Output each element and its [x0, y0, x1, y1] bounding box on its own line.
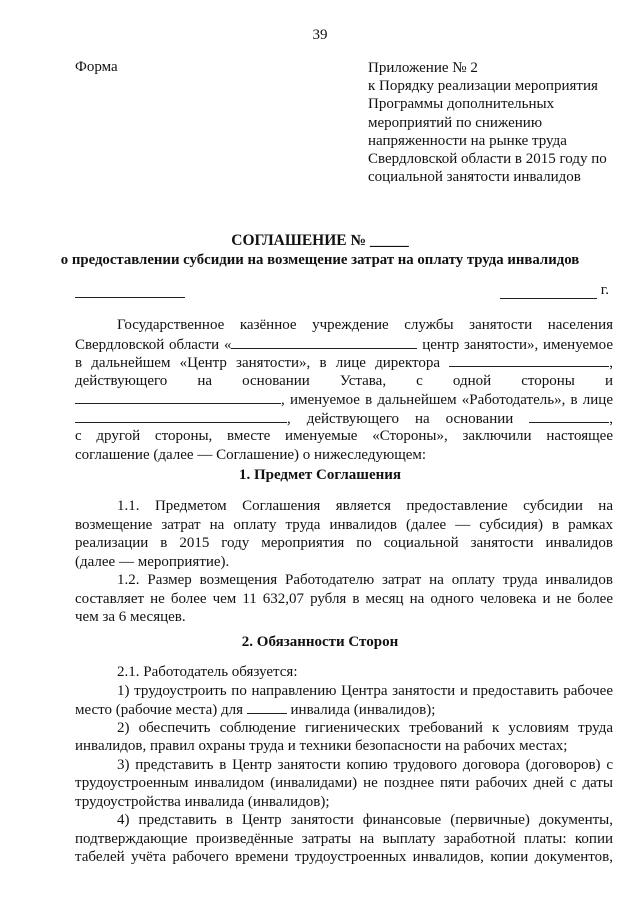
document-title: СОГЛАШЕНИЕ № _____ — [231, 232, 409, 249]
appendix-line: Программы дополнительных — [368, 96, 555, 113]
place-blank-line — [75, 297, 185, 298]
document-subtitle: о предоставлении субсидии на возмещение затрат на оплату труда инвалидов — [60, 252, 580, 268]
paragraph-line: 2) обеспечить соблюдение гигиенических требований к условиям труда — [117, 719, 613, 736]
section-2-heading: 2. Обязанности Сторон — [241, 634, 399, 650]
preamble-line: соглашение (далее — Соглашение) о нижеследующем: — [75, 446, 427, 463]
preamble-line: действующего на основании Устава, с одной стороны и — [75, 372, 613, 389]
date-blank-line — [500, 284, 597, 299]
paragraph-line: инвалидов, правил охраны труда и техники безопасности на рабочих местах; — [75, 738, 568, 754]
paragraph-line: составляет не более чем 11 632,07 рубля в месяц на одного человека и не более — [75, 590, 613, 607]
appendix-line: Свердловской области в 2015 году по — [368, 151, 607, 168]
section-1-body — [75, 497, 613, 627]
preamble-line: Государственное казённое учреждение службы занятости населения — [117, 317, 613, 333]
section-1-heading: 1. Предмет Соглашения — [238, 467, 402, 483]
employer-name-blank — [75, 390, 281, 404]
appendix-line: мероприятий по снижению — [368, 114, 543, 131]
director-name-blank — [449, 353, 609, 367]
preamble-line: Свердловской области « центр занятости», именуемое — [75, 336, 613, 353]
paragraph-line: 1.2. Размер возмещения Работодателю затрат на оплату труда инвалидов — [117, 572, 613, 588]
form-label: Форма — [75, 59, 118, 75]
preamble — [75, 316, 613, 464]
appendix-line: социальной занятости инвалидов — [368, 169, 581, 186]
appendix-line: Приложение № 2 — [368, 60, 478, 76]
appendix-block — [368, 59, 628, 186]
paragraph-line: подтверждающие произведённые затраты на выплату заработной платы: копии — [75, 830, 613, 847]
paragraph-line: 3) представить в Центр занятости копию трудового договора (договоров) с — [117, 756, 613, 773]
appendix-line: к Порядку реализации мероприятия — [368, 78, 598, 95]
basis-blank — [529, 409, 609, 423]
paragraph-line: 1.1. Предметом Соглашения является предоставление субсидии на — [117, 498, 613, 514]
paragraph-line: трудоустройства инвалида (инвалидов); — [75, 793, 330, 810]
appendix-line: напряженности на рынке труда — [368, 132, 567, 149]
paragraph-line: (далее — мероприятие). — [75, 553, 230, 570]
paragraph-line: чем за 6 месяцев. — [75, 609, 186, 625]
page-number: 39 — [312, 27, 328, 43]
paragraph-line: реализации в 2015 году мероприятия по социальной занятости инвалидов — [75, 535, 613, 551]
center-name-blank — [231, 335, 417, 349]
representative-name-blank — [75, 409, 287, 423]
date-suffix: г. — [600, 282, 609, 298]
paragraph-line: место (рабочие места) для инвалида (инвалидов); — [75, 702, 436, 718]
paragraph-line: 2.1. Работодатель обязуется: — [117, 664, 298, 680]
preamble-line: , действующего на основании , — [75, 409, 613, 428]
date-field — [500, 282, 610, 299]
preamble-line: , именуемое в дальнейшем «Работодатель», в лице — [75, 390, 613, 409]
count-blank — [247, 700, 287, 714]
paragraph-line: трудоустроенным инвалидом (инвалидами) не позднее пяти рабочих дней с даты — [75, 775, 613, 791]
section-2-body — [75, 663, 613, 867]
preamble-line: с другой стороны, вместе именуемые «Стороны», заключили настоящее — [75, 428, 613, 444]
preamble-line: в дальнейшем «Центр занятости», в лице директора , — [75, 355, 613, 371]
paragraph-line: табелей учёта рабочего времени трудоустроенных инвалидов, копии документов, — [75, 849, 613, 865]
paragraph-line: возмещение затрат на оплату труда инвалидов (далее — субсидия) в рамках — [75, 516, 613, 533]
paragraph-line: 1) трудоустроить по направлению Центра занятости и предоставить рабочее — [117, 682, 613, 699]
paragraph-line: 4) представить в Центр занятости финансовые (первичные) документы, — [117, 812, 613, 828]
